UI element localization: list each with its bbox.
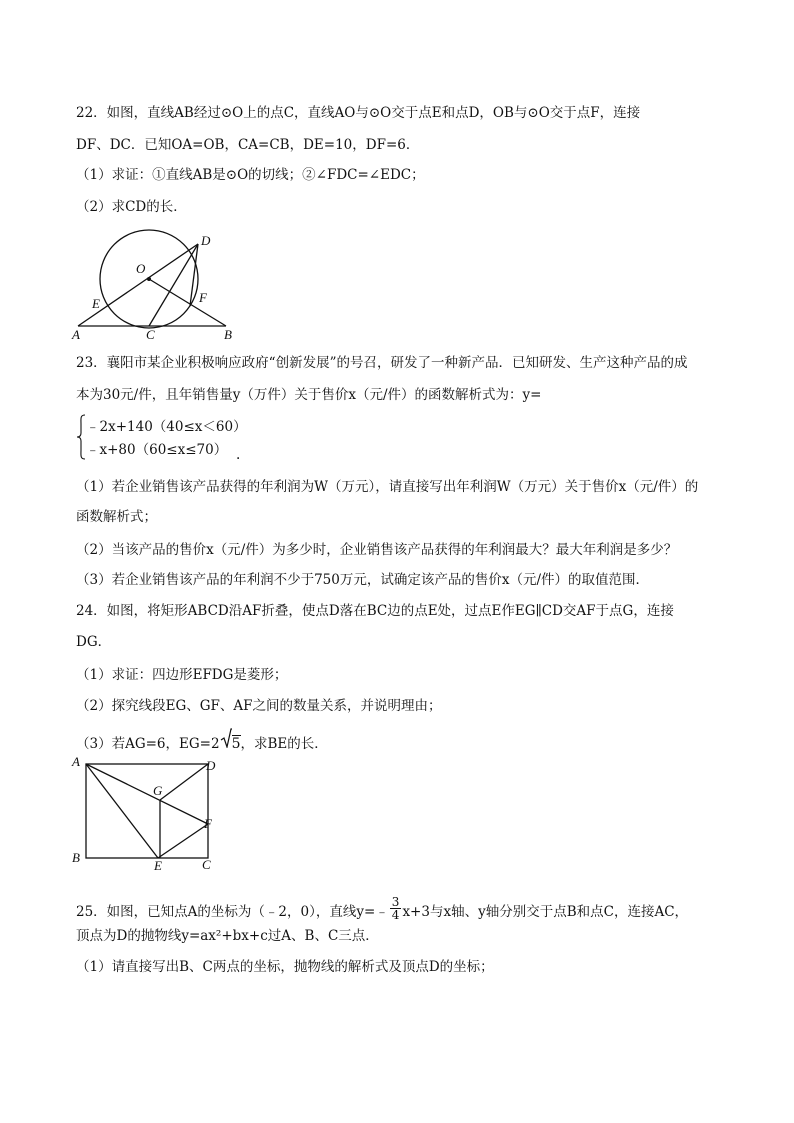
q22-part-2: （2）求CD的长． bbox=[76, 199, 187, 215]
q25-part-1: （1）请直接写出B、C两点的坐标，抛物线的解析式及顶点D的坐标； bbox=[76, 959, 494, 975]
q25-text-line-1 bbox=[76, 895, 689, 925]
q22-part-1: （1）求证：①直线AB是⊙O的切线；②∠FDC=∠EDC； bbox=[76, 167, 425, 183]
q24-part-3-prefix: （3）若AG=6，EG=2 bbox=[76, 736, 220, 752]
q24-text-line-2: DG． bbox=[76, 634, 112, 650]
q22-text-line-2: DF、DC．已知OA=OB，CA=CB，DE=10，DF=6． bbox=[76, 137, 420, 153]
label-O: O bbox=[136, 261, 146, 276]
q25-line-1-prefix: 25．如图，已知点A的坐标为（﹣2，0），直线y=﹣ bbox=[76, 904, 389, 920]
label-A: A bbox=[72, 754, 80, 769]
fraction-3-4 bbox=[390, 896, 402, 921]
label-B: B bbox=[72, 850, 80, 865]
piecewise-brace bbox=[76, 414, 86, 460]
piecewise-case-1: ﹣2x+140（40≤x＜60） bbox=[86, 419, 247, 435]
label-D: D bbox=[206, 758, 216, 773]
piecewise-end-period: . bbox=[236, 447, 241, 463]
q25-line-1-suffix: x+3与x轴、y轴分别交于点B和点C，连接AC， bbox=[402, 904, 689, 920]
q24-rectangle-figure bbox=[68, 752, 218, 870]
label-E: E bbox=[154, 858, 162, 870]
label-B: B bbox=[224, 327, 232, 342]
q23-text-line-2: 本为30元/件，且年销售量y（万件）关于售价x（元/件）的函数解析式为：y= bbox=[76, 387, 542, 403]
label-C: C bbox=[146, 327, 155, 342]
q23-part-1-cont: 函数解析式； bbox=[76, 509, 157, 525]
label-E: E bbox=[92, 296, 100, 311]
sqrt-radicand: 5 bbox=[231, 736, 241, 752]
q24-part-3-suffix: ，求BE的长． bbox=[240, 736, 328, 752]
q23-part-1: （1）若企业销售该产品获得的年利润为W（万元），请直接写出年利润W（万元）关于售价x（元/件）的 bbox=[76, 479, 699, 495]
label-D: D bbox=[201, 233, 211, 248]
q25-text-line-2: 顶点为D的抛物线y=ax²+bx+c过A、B、C三点． bbox=[76, 928, 379, 944]
q24-part-3 bbox=[76, 728, 328, 753]
label-F: F bbox=[204, 816, 212, 831]
q24-part-2: （2）探究线段EG、GF、AF之间的数量关系，并说明理由； bbox=[76, 698, 442, 714]
q22-circle-figure bbox=[70, 228, 240, 344]
q23-text-line-1: 23．襄阳市某企业积极响应政府“创新发展”的号召，研发了一种新产品．已知研发、生产这种产品的成 bbox=[76, 355, 688, 371]
label-G: G bbox=[153, 783, 163, 798]
piecewise-case-2: ﹣x+80（60≤x≤70） bbox=[86, 442, 228, 458]
sqrt-symbol bbox=[220, 728, 232, 753]
label-A: A bbox=[72, 327, 80, 342]
fraction-denominator: 4 bbox=[391, 908, 400, 922]
label-C: C bbox=[202, 857, 211, 870]
q22-text-line-1: 22．如图，直线AB经过⊙O上的点C，直线AO与⊙O交于点E和点D，OB与⊙O交于点F，连接 bbox=[76, 105, 641, 121]
q24-part-1: （1）求证：四边形EFDG是菱形； bbox=[76, 667, 288, 683]
q23-part-2: （2）当该产品的售价x（元/件）为多少时，企业销售该产品获得的年利润最大？最大年利润是多少？ bbox=[76, 542, 678, 558]
q23-part-3: （3）若企业销售该产品的年利润不少于750万元，试确定该产品的售价x（元/件）的取值范围． bbox=[76, 572, 650, 588]
fraction-numerator: 3 bbox=[391, 895, 400, 909]
label-F: F bbox=[199, 290, 207, 305]
q24-text-line-1: 24．如图，将矩形ABCD沿AF折叠，使点D落在BC边的点E处，过点E作EG∥CD交AF于点G，连接 bbox=[76, 603, 674, 619]
